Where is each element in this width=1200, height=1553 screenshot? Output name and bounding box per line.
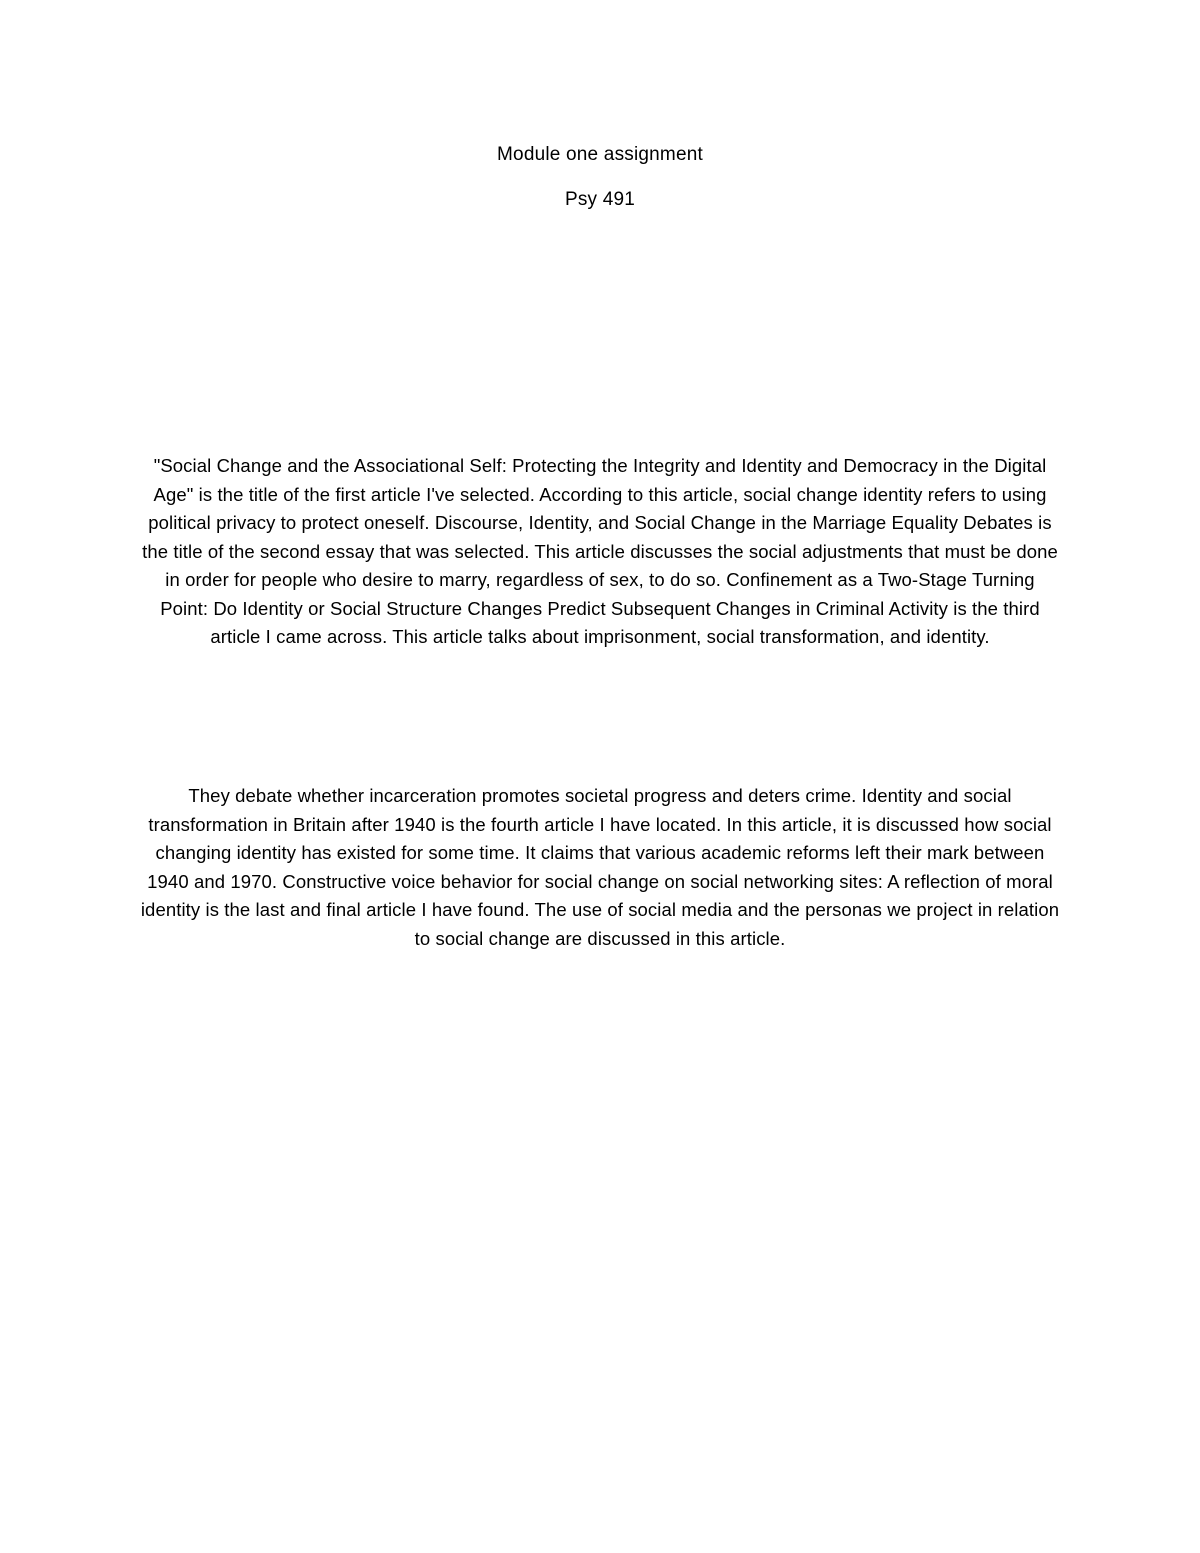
document-title: Module one assignment bbox=[497, 144, 703, 165]
body-paragraph-1: "Social Change and the Associational Self: Protecting the Integrity and Identity and Democracy in the Digital Age" is the title of the first article I've selected. According to this article, social change identity refers to using political privacy to protect oneself. Discourse, Identity, and Social Change in the Marriage Equality Debates is the title of the second essay that was selected. This article discusses the social adjustments that must be done in order for people who desire to marry, regardless of sex, to do so. Confinement as a Two-Stage Turning Point: Do Identity or Social Structure Changes Predict Subsequent Changes in Criminal Activity is the third article I came across. This article talks about imprisonment, social transformation, and identity. bbox=[142, 455, 1058, 647]
body-paragraph-2: They debate whether incarceration promotes societal progress and deters crime. Identity and social transformation in Britain after 1940 is the fourth article I have located. In this article, it is discussed how social changing identity has existed for some time. It claims that various academic reforms left their mark between 1940 and 1970. Constructive voice behavior for social change on social networking sites: A reflection of moral identity is the last and final article I have found. The use of social media and the personas we project in relation to social change are discussed in this article. bbox=[140, 785, 1060, 949]
course-code: Psy 491 bbox=[564, 189, 636, 210]
